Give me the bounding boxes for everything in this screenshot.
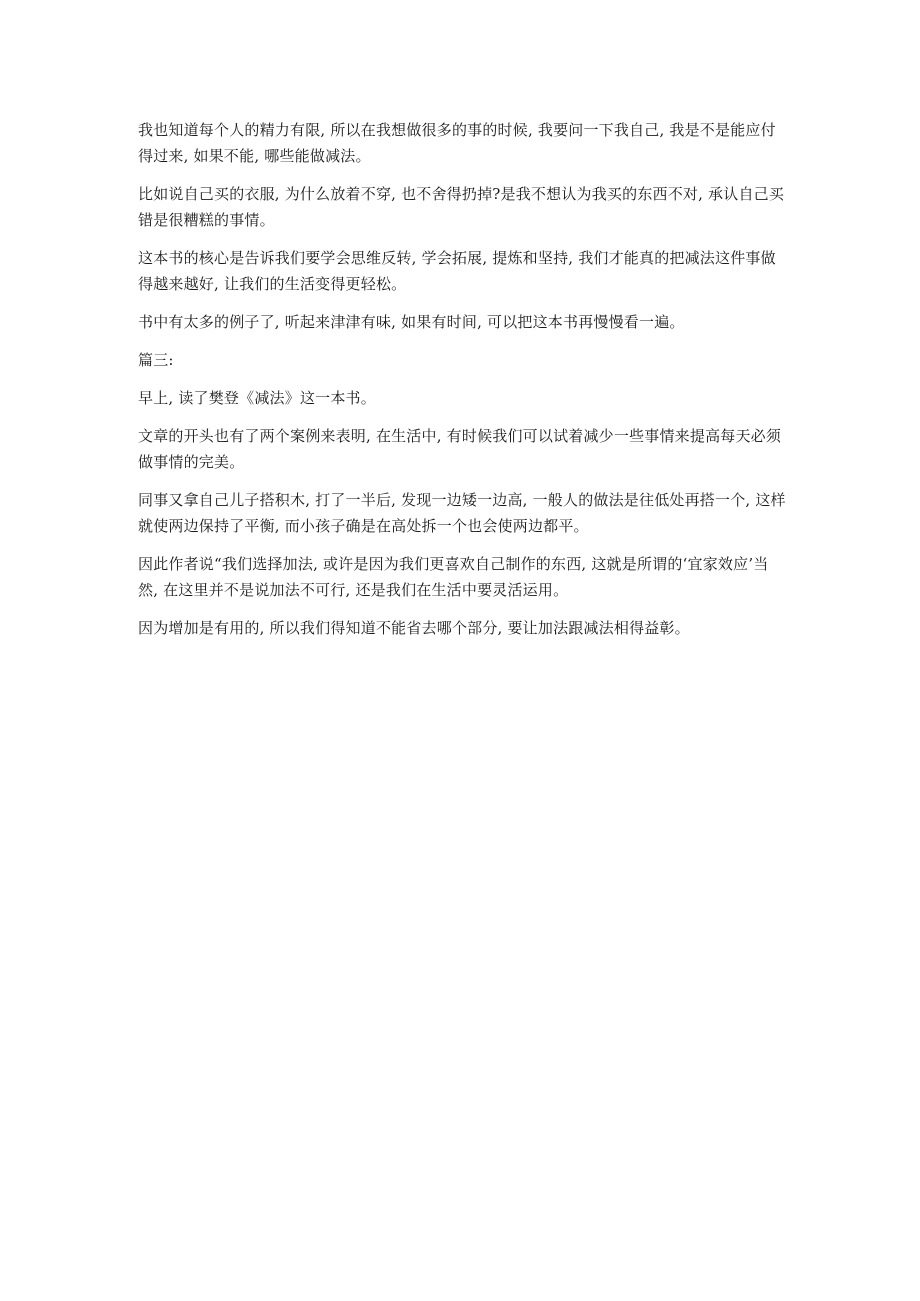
paragraph-3: 这本书的核心是告诉我们要学会思维反转, 学会拓展, 提炼和坚持, 我们才能真的把减法这件事做得越来越好, 让我们的生活变得更轻松。 — [138, 249, 776, 293]
paragraph-9: 因为增加是有用的, 所以我们得知道不能省去哪个部分, 要让加法跟减法相得益彰。 — [138, 619, 690, 637]
paragraph-7: 同事又拿自己儿子搭积木, 打了一半后, 发现一边矮一边高, 一般人的做法是往低处再搭一个, 这样就使两边保持了平衡, 而小孩子确是在高处拆一个也会使两边都平。 — [138, 491, 786, 535]
document-body — [138, 117, 786, 653]
paragraph-5: 早上, 读了樊登《减法》这一本书。 — [138, 389, 376, 407]
paragraph-8: 因此作者说“我们选择加法, 或许是因为我们更喜欢自己制作的东西, 这就是所谓的‘宜家效应’当然, 在这里并不是说加法不可行, 还是我们在生活中要灵活运用。 — [138, 555, 769, 599]
paragraph-4: 书中有太多的例子了, 听起来津津有味, 如果有时间, 可以把这本书再慢慢看一遍。 — [138, 313, 685, 331]
paragraph-2: 比如说自己买的衣服, 为什么放着不穿, 也不舍得扔掉?是我不想认为我买的东西不对, 承认自己买错是很糟糕的事情。 — [138, 185, 785, 229]
section-heading: 篇三: — [138, 351, 174, 369]
paragraph-1: 我也知道每个人的精力有限, 所以在我想做很多的事的时候, 我要问一下我自己, 我是不是能应付得过来, 如果不能, 哪些能做减法。 — [138, 121, 776, 165]
paragraph-6: 文章的开头也有了两个案例来表明, 在生活中, 有时候我们可以试着减少一些事情来提高每天必须做事情的完美。 — [138, 427, 782, 471]
